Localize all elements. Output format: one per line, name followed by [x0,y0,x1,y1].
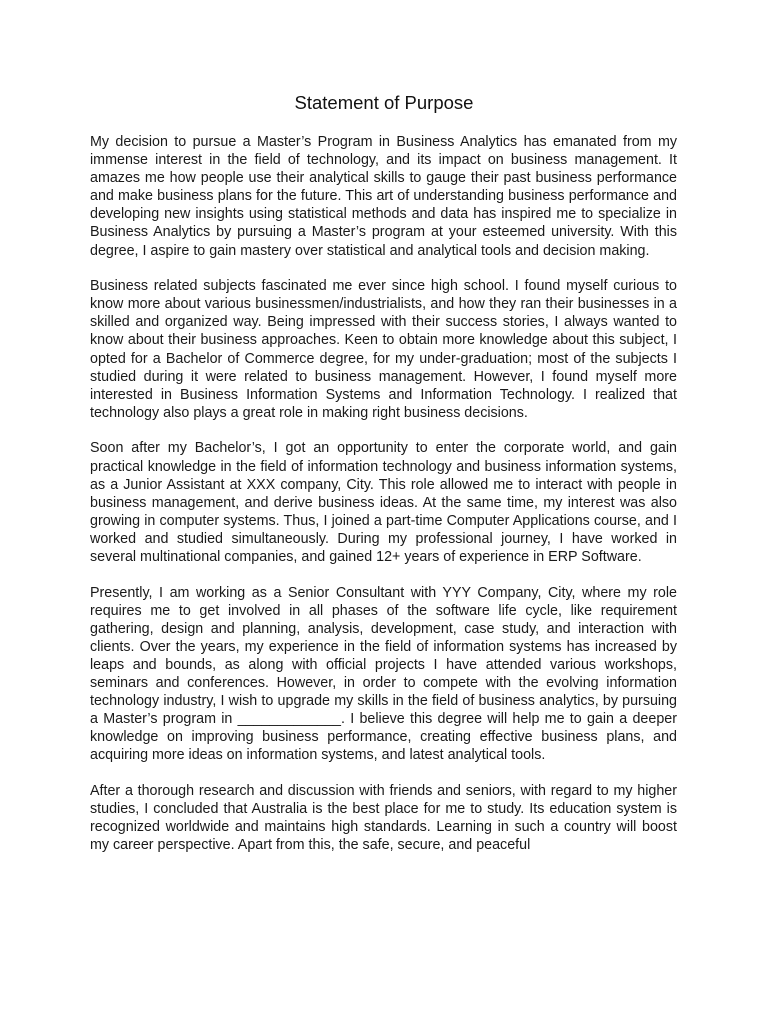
paragraph-2: Business related subjects fascinated me ever since high school. I found myself curious to know more about various businessmen/industrialists, and how they ran their businesses in a skilled and organized way. Being impressed with their success stories, I always wanted to know about their business approaches. Keen to obtain more knowledge about this subject, I opted for a Bachelor of Commerce degree, for my under-graduation; most of the subjects I studied during it were related to business management. However, I found myself more interested in Business Information Systems and Information Technology. I realized that technology also plays a great role in making right business decisions. [90,278,677,421]
paragraph-1: My decision to pursue a Master’s Program in Business Analytics has emanated from my immense interest in the field of technology, and its impact on business management. It amazes me how people use their analytical skills to gauge their past business performance and make business plans for the future. This art of understanding business performance and developing new insights using statistical methods and data has inspired me to specialize in Business Analytics by pursuing a Master’s program at your esteemed university. With this degree, I aspire to gain mastery over statistical and analytical tools and decision making. [90,134,677,259]
paragraph-5: After a thorough research and discussion with friends and seniors, with regard to my higher studies, I concluded that Australia is the best place for me to study. Its education system is recognized worldwide and maintains high standards. Learning in such a country will boost my career perspective. Apart from this, the safe, secure, and peaceful [90,783,677,854]
document-body [90,133,677,872]
document-title: Statement of Purpose [294,92,474,113]
paragraph-4: Presently, I am working as a Senior Consultant with YYY Company, City, where my role requires me to get involved in all phases of the software life cycle, like requirement gathering, design and planning, analysis, development, case study, and interaction with clients. Over the years, my experience in the field of information systems has increased by leaps and bounds, as along with official projects I have attended various workshops, seminars and conferences. However, in order to compete with the evolving information technology industry, I wish to upgrade my skills in the field of business analytics, by pursuing a Master’s program in _____________. I believe this degree will help me to gain a deeper knowledge on improving business performance, creating effective business plans, and acquiring more ideas on information systems, and latest analytical tools. [90,584,677,764]
paragraph-3: Soon after my Bachelor’s, I got an opportunity to enter the corporate world, and gain practical knowledge in the field of information technology and business information systems, as a Junior Assistant at XXX company, City. This role allowed me to interact with people in business management, and derive business ideas. At the same time, my interest was also growing in computer systems. Thus, I joined a part-time Computer Applications course, and I worked and studied simultaneously. During my professional journey, I have worked in several multinational companies, and gained 12+ years of experience in ERP Software. [90,440,677,565]
